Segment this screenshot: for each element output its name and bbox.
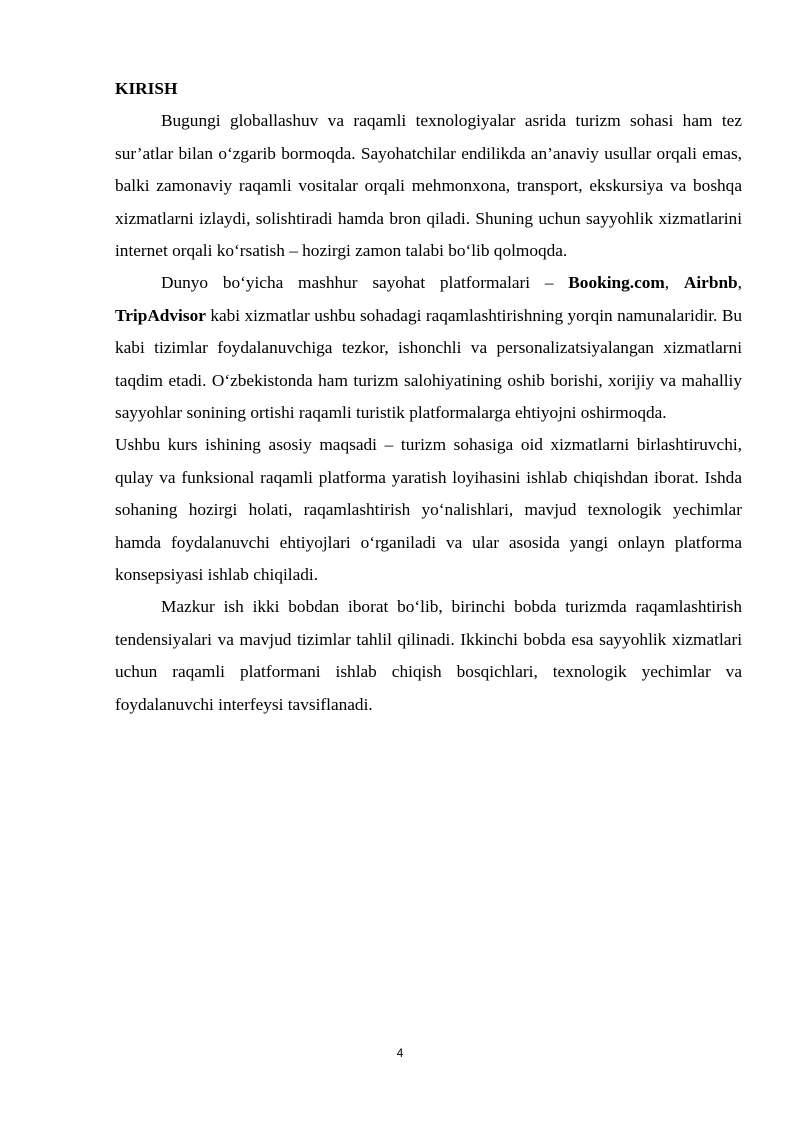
platform-airbnb: Airbnb bbox=[683, 273, 738, 293]
paragraph-platforms-rest: kabi xizmatlar ushbu sohadagi raqamlashtirishning yorqin namunalaridir. Bu kabi tizimlar foydalanuvchiga tezkor, ishonchli va personalizatsiyalangan xizmatlarni taqdim etadi. O‘zbekistonda ham turizm salohiyatining oshib borishi, xorijiy va mahalliy sayyohlar sonining ortishi raqamli turistik platformalarga ehtiyojni oshirmoqda. bbox=[115, 305, 742, 423]
paragraph-structure: Mazkur ish ikki bobdan iborat bo‘lib, birinchi bobda turizmda raqamlashtirish tendensiyalari va mavjud tizimlar tahlil qilinadi. Ikkinchi bobda esa sayyohlik xizmatlari uchun raqamli platformani ishlab chiqish bosqichlari, texnologik yechimlar va foydalanuvchi interfeysi tavsiflanadi. bbox=[115, 597, 742, 714]
separator: , bbox=[664, 273, 684, 293]
section-heading: KIRISH bbox=[115, 79, 178, 98]
paragraph-goal: Ushbu kurs ishining asosiy maqsadi – turizm sohasiga oid xizmatlarni birlashtiruvchi, qulay va funksional raqamli platforma yaratish loyihasini ishlab chiqishdan iborat. Ishda sohaning hozirgi holati, raqamlashtirish yo‘nalishlari, mavjud texnologik yechimlar hamda foydalanuvchi ehtiyojlari o‘rganiladi va ular asosida yangi onlayn platforma konsepsiyasi ishlab chiqiladi. bbox=[115, 435, 742, 585]
paragraph-introduction: Bugungi globallashuv va raqamli texnologiyalar asrida turizm sohasi ham tez sur’atlar bilan o‘zgarib bormoqda. Sayohatchilar endilikda an’anaviy usullar orqali emas, balki zamonaviy raqamli vositalar orqali mehmonxona, transport, ekskursiya va boshqa xizmatlarni izlaydi, solishtiradi hamda bron qiladi. Shuning uchun sayyohlik xizmatlarini internet orqali ko‘rsatish – hozirgi zamon talabi bo‘lib qolmoqda. bbox=[115, 111, 742, 261]
separator: , bbox=[737, 273, 742, 293]
page-number: 4 bbox=[396, 1046, 404, 1060]
platform-tripadvisor: TripAdvisor bbox=[115, 305, 206, 325]
paragraph-platforms bbox=[115, 267, 742, 429]
page-content bbox=[115, 73, 742, 721]
platform-booking: Booking.com bbox=[568, 273, 665, 293]
paragraph-platforms-lead: Dunyo bo‘yicha mashhur sayohat platformalari – bbox=[161, 273, 569, 293]
